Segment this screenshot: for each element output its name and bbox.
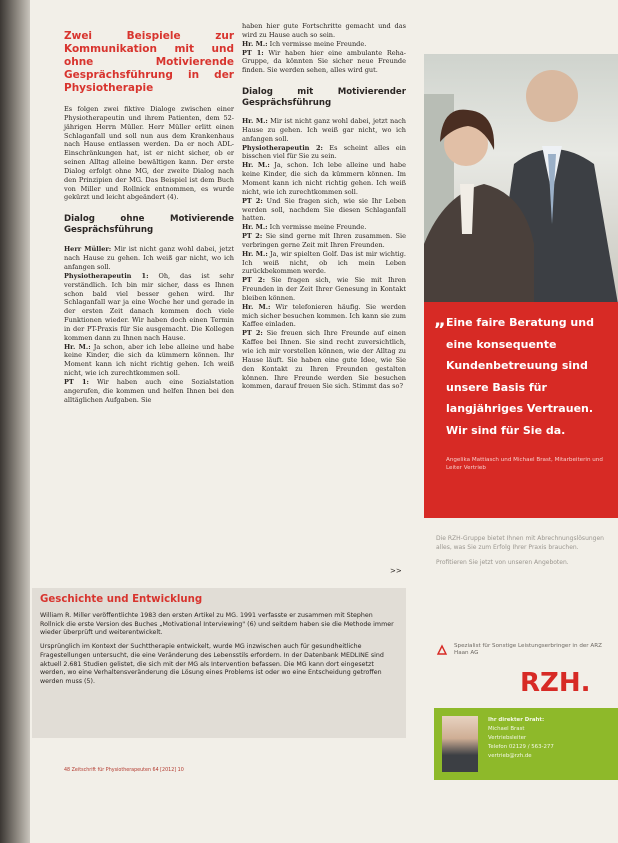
dialog-text: Es scheint alles ein bisschen viel für Sie zu sein.: [242, 143, 406, 161]
page-footer: 48 Zeitschrift für Physiotherapeuten 64 [2012] 10: [64, 768, 184, 773]
dialog-line: [242, 223, 406, 232]
dialog-with-mi: [242, 117, 406, 391]
dialog-text: Sie sind gerne mit Ihren zusammen. Sie verbringen gerne Zeit mit Ihren Freunden.: [242, 232, 407, 249]
dialog-text: Mir ist nicht ganz wohl dabei, jetzt nach Hause zu gehen. Ich weiß gar nicht, wo ich anfangen soll.: [64, 245, 235, 271]
dialog-line: [242, 197, 406, 224]
speaker-label: Physiotherapeutin 2:: [242, 143, 323, 152]
dialog-text: Ja schon, aber ich lebe alleine und habe keine Kinder, die sich da kümmern können. Ihr Moment kann ich nicht richtig gehen. Ich weiß nicht, wie ich zurechtkommen soll.: [64, 342, 234, 378]
dialog-line: [242, 161, 406, 196]
history-box: [32, 588, 406, 738]
speaker-label: Herr Müller:: [64, 245, 112, 254]
dialog-line: [242, 22, 406, 40]
page-spine-shadow: [0, 0, 30, 843]
heading-dialog-with-mi: Dialog mit Motivierender Gesprächsführung: [242, 87, 406, 109]
dialog-line: [242, 144, 406, 162]
speaker-label: Hr. M.:: [242, 249, 268, 258]
dialog-text: Ich vermisse meine Freunde.: [267, 223, 367, 232]
dialog-text: Ich vermisse meine Freunde.: [267, 39, 367, 48]
dialog-line: [242, 276, 406, 303]
dialog-line: [64, 272, 234, 343]
speaker-label: Hr. M.:: [242, 39, 268, 48]
speaker-label: Hr. M.:: [242, 223, 268, 232]
column-middle: [242, 22, 406, 391]
ad-quote-box: [424, 302, 618, 518]
ad-attribution: Angelika Mattiasch und Michael Brast, Mitarbeiterin und Leiter Vertrieb: [446, 457, 603, 471]
rzh-logo: RZH.: [520, 668, 591, 698]
history-box-heading: Geschichte und Entwicklung: [40, 594, 203, 605]
arz-logo-icon: [436, 644, 448, 656]
contact-box: [434, 708, 618, 780]
continue-arrow: >>: [390, 567, 402, 575]
dialog-text: Sie freuen sich Ihre Freunde auf einen Kaffee bei Ihnen. Sie sind recht zuversichtlich, wie ich mir vorstellen können, wie der Alltag zu Hause läuft. Sie haben eine gute Idee, wie Sie den Kontakt zu Ihren Freunden gestalten können. Ihre Freunde werden Sie besuchen kommen, darauf freuen Sie sich. Stimmt das so?: [242, 329, 407, 391]
contact-line: Vertriebsleiter: [488, 735, 527, 741]
speaker-label: Hr. M.:: [242, 117, 268, 126]
dialog-text: Sie fragen sich, wie Sie mit Ihren Freunden in der Zeit Ihrer Genesung in Kontakt bleiben können.: [242, 276, 406, 302]
speaker-label: Hr. M.:: [64, 342, 91, 351]
dialog-text: Ja, wir spielten Golf. Das ist mir wichtig. Ich weiß nicht, ob ich mein Leben zurückbekommen werde.: [242, 249, 406, 276]
speaker-label: Hr. M.:: [242, 161, 270, 170]
history-paragraph-2: Ursprünglich im Kontext der Suchttherapie entwickelt, wurde MG inzwischen auch für gesundheitliche Fragestellungen untersucht, die eine Veränderung des Lebensstils erfordern. In der Datenbank MEDLINE sind aktuell 2.681 Studien gelistet, die sich mit der MG als Intervention befassen. Die MG kann dort eingesetzt werden, wo eine Verhaltensveränderung die Lösung eines Problems ist oder wo eine Entscheidung getroffen werden muss (5).: [40, 643, 384, 685]
dialog-text: Wir telefonieren häufig. Sie werden mich sicher besuchen kommen. Ich kann sie zum Kaffee einladen.: [242, 302, 406, 329]
dialog-line: [242, 117, 406, 144]
dialog-without-mi: [64, 245, 234, 404]
intro-paragraph: Es folgen zwei fiktive Dialoge zwischen einer Physiotherapeutin und ihrem Patienten, dem 52-jährigen Herrn Müller. Herr Müller erlitt einen Schlaganfall und soll nun aus dem Krankenhaus nach Hause entlassen werden. Da er noch ADL-Einschränkungen hat, ist er nicht sicher, ob er seinen Alltag alleine bewältigen kann. Der erste Dialog erfolgt ohne MG, der zweite Dialog nach den Prinzipien der MG. Das Beispiel ist dem Buch von Miller und Rollnick entnommen, es wurde gekürzt und leicht abgeändert (4).: [64, 105, 234, 202]
speaker-label: PT 1:: [242, 48, 264, 57]
article-title: Zwei Beispiele zur Kommunikation mit und ohne Motivierende Gesprächsführung in der Physiotherapie: [64, 30, 234, 94]
rzh-logo-area: [434, 638, 618, 708]
dialog-line: [64, 343, 234, 378]
ad-photo: [424, 54, 618, 304]
contact-avatar: [442, 716, 478, 772]
logo-caption: Spezialist für Sonstige Leistungserbringer in der ARZ Haan AG: [454, 643, 602, 656]
history-paragraph-1: William R. Miller veröffentlichte 1983 den ersten Artikel zu MG. 1991 verfasste er zusammen mit Stephen Rollnick die erste Version des Buches „Motivational Interviewing" (6) und seitdem haben sie die Methode immer wieder überprüft und weiterentwickelt.: [40, 612, 394, 637]
dialog-line: [242, 40, 406, 49]
dialog-text: Und Sie fragen sich, wie sie Ihr Leben werden soll, nachdem Sie diesen Schlaganfall hatten.: [242, 196, 406, 223]
dialog-continuation: [242, 22, 406, 75]
speaker-label: PT 1:: [64, 377, 89, 386]
dialog-text: Mir ist nicht ganz wohl dabei, jetzt nach Hause zu gehen. Ich weiß gar nicht, wo ich anfangen soll.: [242, 117, 406, 143]
ad-gray-text-1: Die RZH-Gruppe bietet Ihnen mit Abrechnungslösungen alles, was Sie zum Erfolg Ihrer Praxis brauchen.: [436, 535, 604, 551]
ad-gray-text: [436, 534, 610, 567]
dialog-text: Wir haben hier eine ambulante Reha-Gruppe, da könnten Sie sicher neue Freunde finden. Sie werden sehen, alles wird gut.: [242, 48, 406, 75]
speaker-label: PT 2:: [242, 276, 266, 285]
contact-line: Ihr direkter Draht:: [488, 717, 545, 723]
quote-mark-icon: „: [434, 310, 446, 331]
dialog-text: Ja, schon. Ich lebe alleine und habe keine Kinder, die sich da kümmern können. Im Moment kann ich nicht richtig gehen. Ich weiß nicht, wie ich zurechtkommen soll.: [242, 161, 406, 196]
dialog-text: Oh, das ist sehr verständlich. Ich bin mir sicher, dass es Ihnen schon bald viel besser gehen wird. Ihr Schlaganfall war ja eine Woche her und gerade in der ersten Zeit danach kommen doch viele Funktionen wieder. Wir haben doch einen Termin in der PT-Praxis für Sie ausgemacht. Die Kollegen kommen dann zu Ihnen nach Hause.: [64, 271, 234, 342]
contact-line: vertrieb@rzh.de: [488, 753, 532, 759]
dialog-line: [242, 232, 406, 250]
dialog-line: [242, 329, 406, 391]
heading-dialog-without-mi: Dialog ohne Motivierende Gesprächsführung: [64, 214, 234, 236]
column-left: [64, 30, 234, 404]
contact-line: Michael Brast: [488, 726, 525, 732]
dialog-line: [242, 250, 406, 277]
dialog-line: [64, 378, 234, 405]
dialog-text: haben hier gute Fortschritte gemacht und das wird zu Hause auch so sein.: [242, 22, 406, 39]
speaker-label: Hr. M.:: [242, 302, 271, 311]
speaker-label: PT 2:: [242, 232, 263, 241]
contact-lines: [488, 716, 614, 761]
ad-quote: Eine faire Beratung und eine konsequente Kundenbetreuung sind unsere Basis für langjähriges Vertrauen. Wir sind für Sie da.: [446, 316, 594, 437]
dialog-text: Wir haben auch eine Sozialstation angerufen, die kommen und helfen Ihnen bei den alltäglichen Aufgaben. Sie: [64, 377, 235, 404]
speaker-label: Physiotherapeutin 1:: [64, 271, 149, 280]
dialog-line: [64, 245, 234, 272]
speaker-label: PT 2:: [242, 329, 263, 338]
dialog-line: [242, 303, 406, 330]
history-box-text: [40, 612, 396, 692]
speaker-label: PT 2:: [242, 196, 263, 205]
contact-line: Telefon 02129 / 563-277: [488, 744, 554, 750]
ad-gray-text-2: Profitieren Sie jetzt von unseren Angeboten.: [436, 559, 569, 566]
dialog-line: [242, 49, 406, 76]
